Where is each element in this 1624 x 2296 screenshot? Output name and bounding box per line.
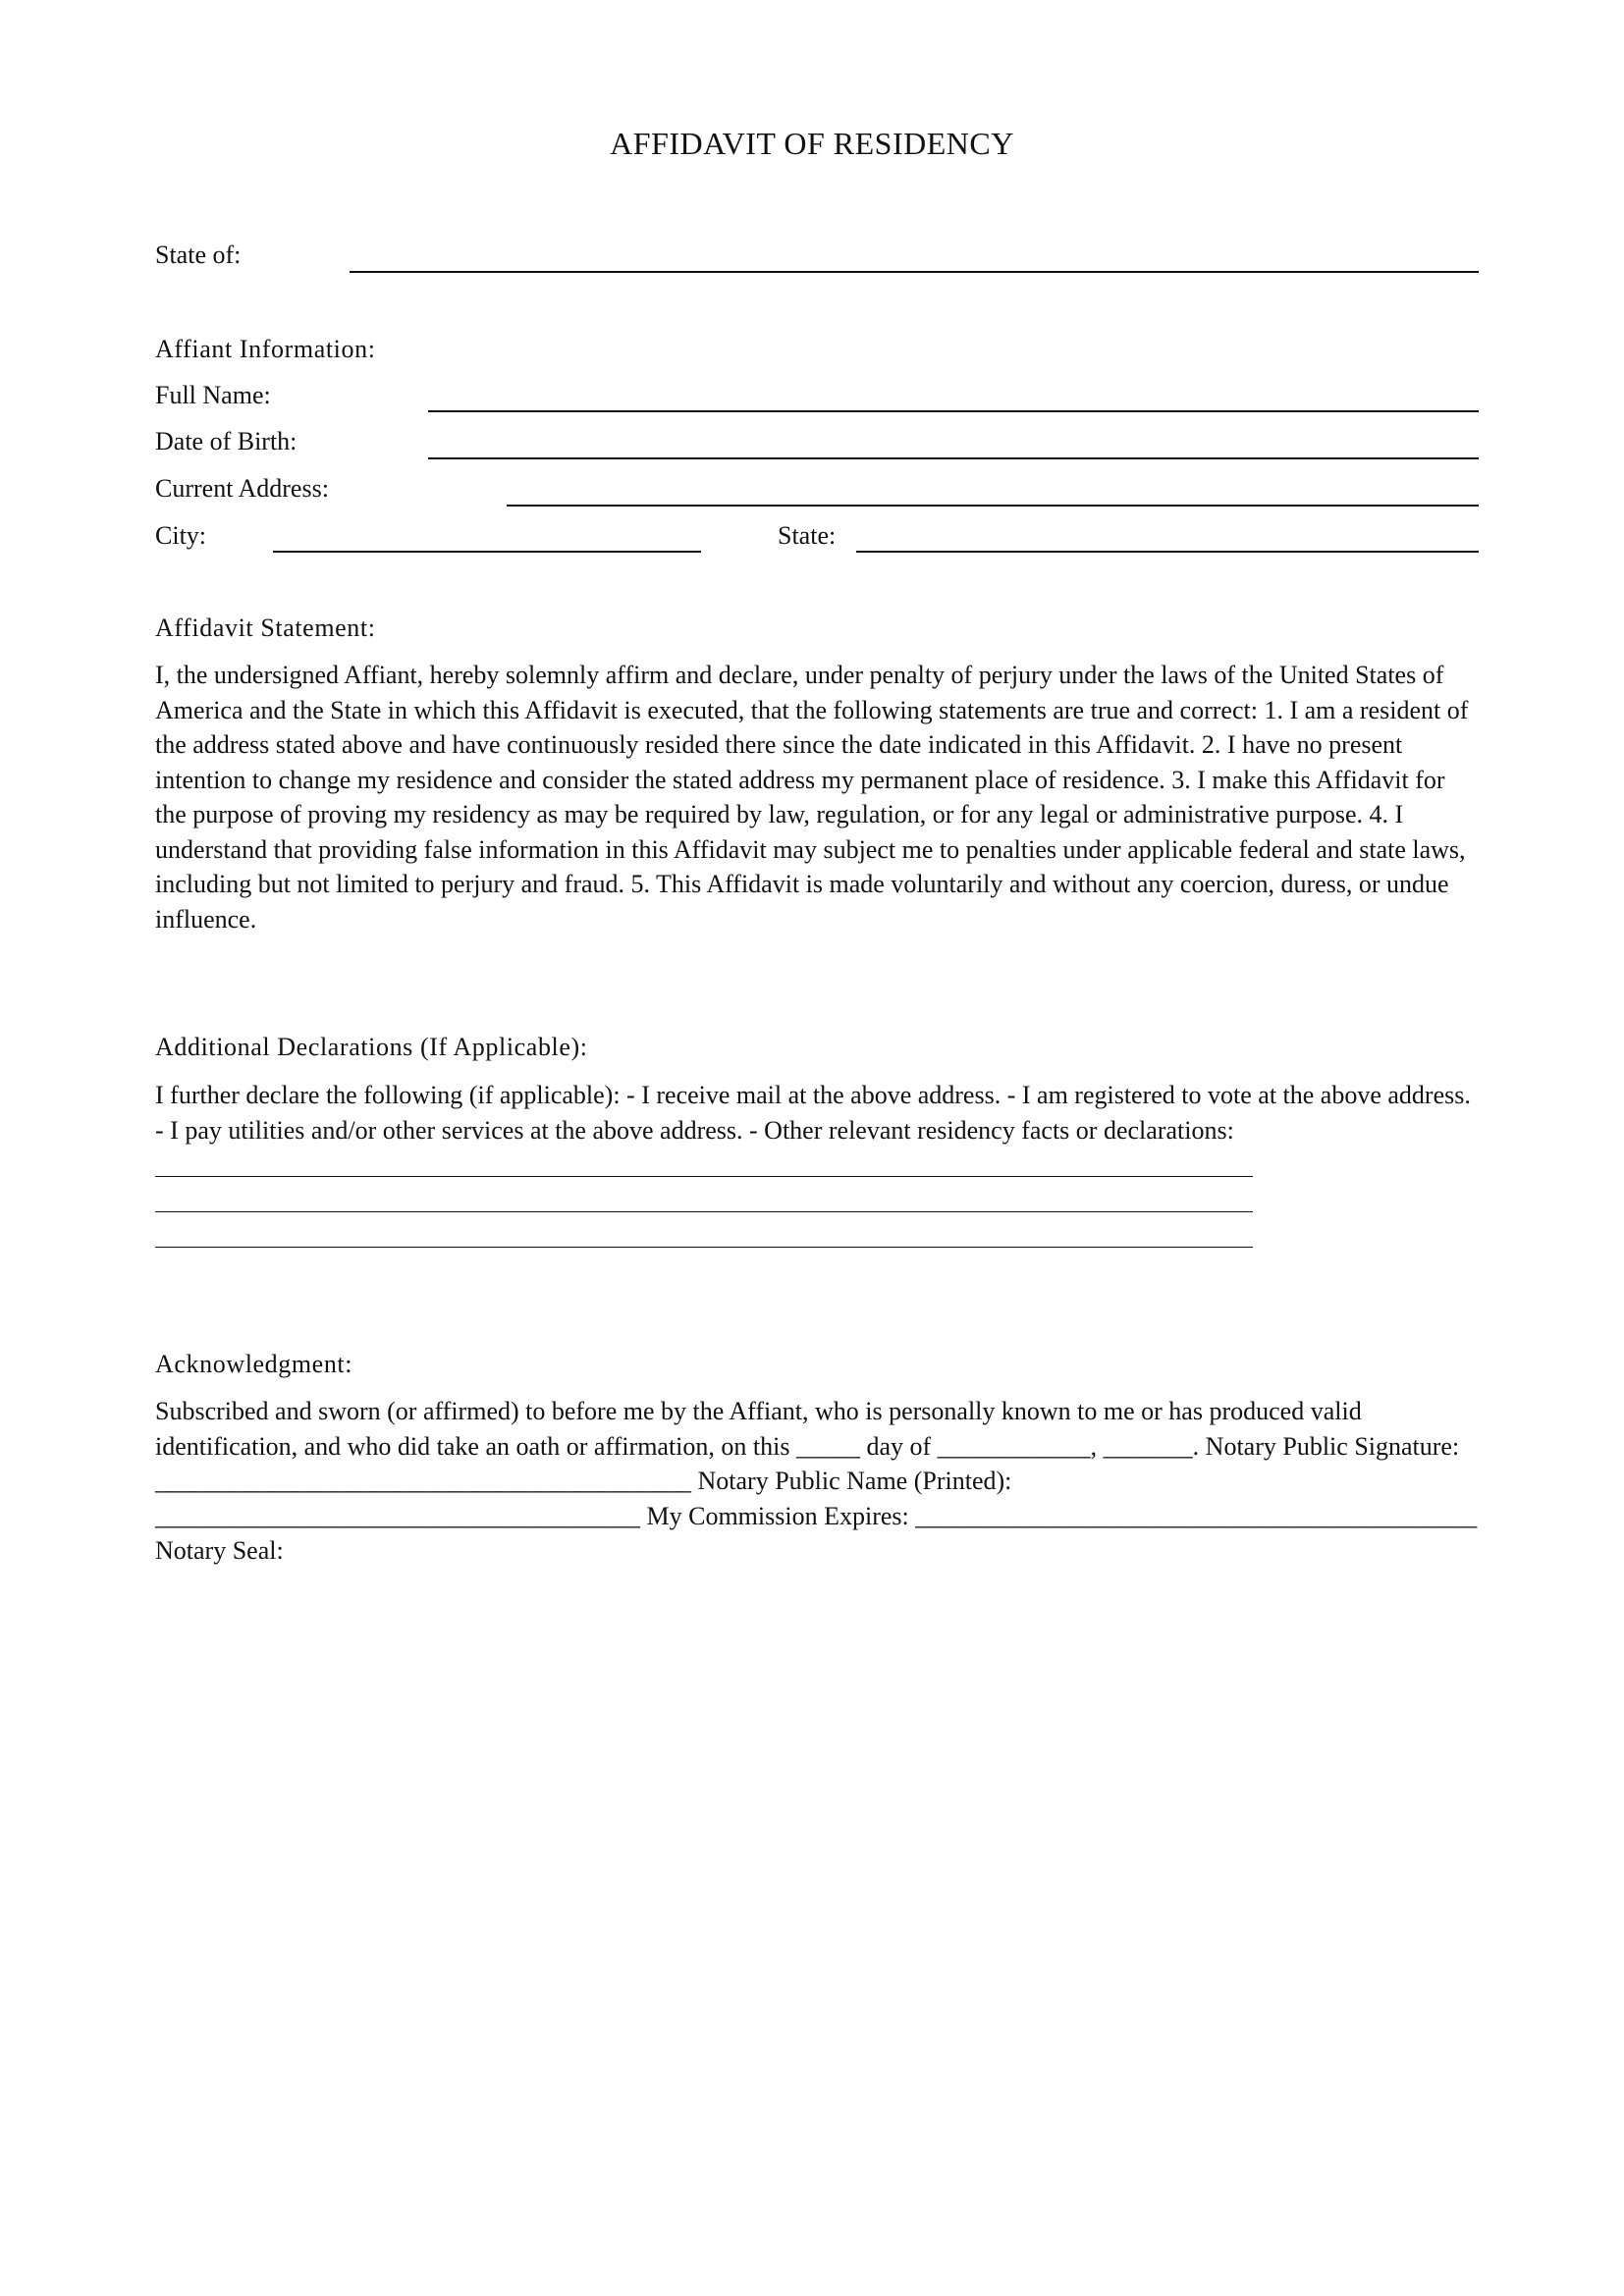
affidavit-statement-text: I, the undersigned Affiant, hereby solemnly affirm and declare, under penalty of perjury under the laws of the United States of America and the State in which this Affidavit is executed, that the following statements are true and correct: 1. I am a resident of the address stated above and have continuously resided there since the date indicated in this Affidavit. 2. I have no present intention to change my residence and consider the stated address my permanent place of residence. 3. I make this Affidavit for the purpose of proving my residency as may be required by law, regulation, or for any legal or administrative purpose. 4. I understand that providing false information in this Affidavit may subject me to penalties under applicable federal and state laws, including but not limited to perjury and fraud. 5. This Affidavit is made voluntarily and without any coercion, duress, or undue influence.	[155, 661, 1469, 934]
acknowledgment-heading: Acknowledgment:	[155, 1350, 353, 1378]
full-name-field[interactable]	[428, 410, 1479, 412]
city-field[interactable]	[273, 551, 701, 553]
affiant-information-heading: Affiant Information:	[155, 335, 376, 363]
state-field[interactable]	[856, 551, 1479, 553]
current-address-field[interactable]	[507, 505, 1479, 507]
state-of-field[interactable]	[350, 271, 1479, 273]
declaration-blank-line-3[interactable]	[155, 1247, 1253, 1248]
city-label: City:	[155, 521, 207, 550]
state-label: State:	[778, 521, 837, 550]
document-title: AFFIDAVIT OF RESIDENCY	[610, 126, 1014, 161]
additional-declarations-text: I further declare the following (if applicable): - I receive mail at the above address. - I am registered to vote at the above address. - I pay utilities and/or other services at the above address. - Other relevant residency facts or declarations:	[155, 1081, 1471, 1145]
date-of-birth-label: Date of Birth:	[155, 427, 298, 455]
declaration-blank-line-1[interactable]	[155, 1176, 1253, 1177]
full-name-label: Full Name:	[155, 381, 271, 409]
acknowledgment-text: Subscribed and sworn (or affirmed) to before me by the Affiant, who is personally known to me or has produced valid identification, and who did take an oath or affirmation, on this _____ day of ____________, _______. Notary Public Signature: __________________________________________ Notary Public Name (Printed): ______________________________________ My Commission Expires: ____________________________________________ Notary Seal:	[155, 1397, 1478, 1565]
declaration-blank-line-2[interactable]	[155, 1211, 1253, 1212]
affidavit-statement-heading: Affidavit Statement:	[155, 614, 376, 642]
date-of-birth-field[interactable]	[428, 457, 1479, 459]
state-of-label: State of:	[155, 240, 242, 269]
additional-declarations-heading: Additional Declarations (If Applicable):	[155, 1033, 588, 1061]
current-address-label: Current Address:	[155, 474, 329, 503]
